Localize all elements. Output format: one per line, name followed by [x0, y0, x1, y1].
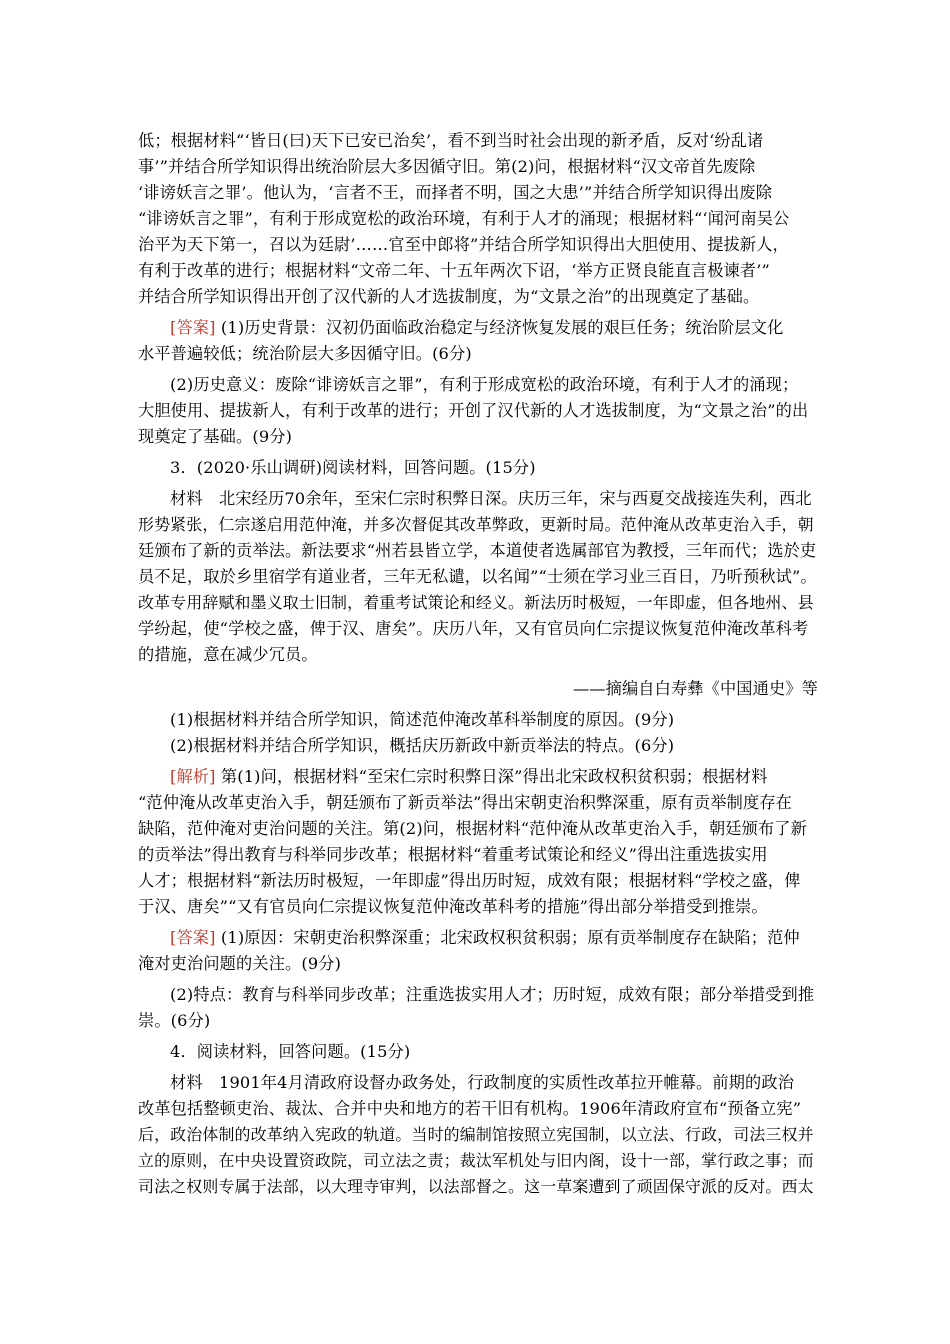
- text-line: 立的原则，在中央设置资政院，司立法之责；裁汰军机处与旧内阁，设十一部，掌行政之事；而: [138, 1151, 814, 1170]
- answer-text: (1)历史背景：汉初仍面临政治稳定与经济恢复发展的艰巨任务；统治阶层文化: [215, 318, 784, 337]
- text-line: 于汉、唐矣”“又有官员向仁宗提议恢复范仲淹改革科考的措施”得出部分举措受到推崇。: [138, 897, 768, 916]
- text-line: ‘诽谤妖言之罪’。他认为，‘言者不王，而择者不明，国之大患’”并结合所学知识得出废除: [138, 183, 773, 202]
- text-line: (2)特点：教育与科举同步改革；注重选拔实用人才；历时短，成效有限；部分举措受到推: [170, 985, 815, 1004]
- text-line: “范仲淹从改革吏治入手，朝廷颁布了新贡举法”得出宋朝吏治积弊深重，原有贡举制度存在: [138, 793, 793, 812]
- text-line: 有利于改革的进行；根据材料“文帝二年、十五年两次下诏，‘举方正贤良能直言极谏者’”: [138, 261, 770, 280]
- sub-question: (1)根据材料并结合所学知识，简述范仲淹改革科举制度的原因。(9分): [170, 710, 675, 729]
- text-line: 低；根据材料“‘皆日(曰)天下已安已治矣’，看不到当时社会出现的新矛盾，反对‘纷乱诸: [138, 131, 764, 150]
- text-line: 缺陷，范仲淹对吏治问题的关注。第(2)问，根据材料“范仲淹从改革吏治入手，朝廷颁布了新: [138, 819, 807, 838]
- text-line: 的贡举法”得出教育与科举同步改革；根据材料“着重考试策论和经义”得出注重选拔实用: [138, 845, 768, 864]
- answer-line: [170, 315, 818, 341]
- question-heading: 3．(2020·乐山调研)阅读材料，回答问题。(15分): [170, 458, 536, 477]
- text-line: 水平普遍较低；统治阶层大多因循守旧。(6分): [138, 344, 472, 363]
- text-line: 改革包括整顿吏治、裁汰、合并中央和地方的若干旧有机构。1906年清政府宣布“预备立宪”: [138, 1099, 802, 1118]
- text-line: 材料 1901年4月清政府设督办政务处，行政制度的实质性改革拉开帷幕。前期的政治: [170, 1073, 795, 1092]
- analysis-line: [170, 764, 818, 790]
- answer-text: (1)原因：宋朝吏治积弊深重；北宋政权积贫积弱；原有贡举制度存在缺陷；范仲: [215, 928, 800, 947]
- text-line: 事’”并结合所学知识得出统治阶层大多因循守旧。第(2)问，根据材料“汉文帝首先废除: [138, 157, 756, 176]
- source-citation: ——摘编自白寿彝《中国通史》等: [572, 679, 818, 698]
- text-line: 崇。(6分): [138, 1011, 211, 1030]
- text-line: (2)历史意义：废除“诽谤妖言之罪”，有利于形成宽松的政治环境，有利于人才的涌现；: [170, 375, 799, 394]
- text-line: 治平为天下第一，召以为廷尉’……官至中郎将”并结合所学知识得出大胆使用、提拔新人，: [138, 235, 789, 254]
- text-line: 形势紧张，仁宗遂启用范仲淹，并多次督促其改革弊政，更新时局。范仲淹从改革吏治入手，朝: [138, 515, 814, 534]
- text-line: 材料 北宋经历70余年，至宋仁宗时积弊日深。庆历三年，宋与西夏交战接连失利，西北: [170, 489, 812, 508]
- answer-line: [170, 925, 818, 951]
- text-line: 改革专用辞赋和墨义取士旧制，着重考试策论和经义。新法历时极短，一年即虚，但各地州、县: [138, 593, 814, 612]
- text-line: 员不足，取於乡里宿学有道业者，三年无私谴，以名闻”“士须在学习业三百日，乃听预秋试”。: [138, 567, 817, 586]
- text-line: 大胆使用、提拔新人，有利于改革的进行；开创了汉代新的人才选拔制度，为“文景之治”的出: [138, 401, 809, 420]
- sub-question: (2)根据材料并结合所学知识，概括庆历新政中新贡举法的特点。(6分): [170, 736, 675, 755]
- text-line: 学纷起，使“学校之盛，俾于汉、唐矣”。庆历八年，又有官员向仁宗提议恢复范仲淹改革科考: [138, 619, 809, 638]
- text-line: 并结合所学知识得出开创了汉代新的人才选拔制度，为“文景之治”的出现奠定了基础。: [138, 287, 760, 306]
- text-line: 司法之权则专属于法部，以大理寺审判，以法部督之。这一草案遭到了顽固保守派的反对。西太: [138, 1177, 814, 1196]
- text-line: 现奠定了基础。(9分): [138, 427, 293, 446]
- question-heading: 4．阅读材料，回答问题。(15分): [170, 1042, 411, 1061]
- answer-tag: [答案]: [170, 928, 216, 947]
- answer-tag: [答案]: [170, 318, 216, 337]
- text-line: “诽谤妖言之罪”，有利于形成宽松的政治环境，有利于人才的涌现；根据材料“‘闻河南吴公: [138, 209, 790, 228]
- text-line: 的措施，意在减少冗员。: [138, 645, 318, 664]
- text-line: 廷颁布了新的贡举法。新法要求“州若县皆立学，本道使者选属部官为教授，三年而代；选於吏: [138, 541, 817, 560]
- text-line: 淹对吏治问题的关注。(9分): [138, 954, 342, 973]
- analysis-text: 第(1)问，根据材料“至宋仁宗时积弊日深”得出北宋政权积贫积弱；根据材料: [215, 767, 768, 786]
- text-line: 人才；根据材料“新法历时极短，一年即虚”得出历时短，成效有限；根据材料“学校之盛，俾: [138, 871, 801, 890]
- text-line: 后，政治体制的改革纳入宪政的轨道。当时的编制馆按照立宪国制，以立法、行政，司法三权并: [138, 1125, 814, 1144]
- analysis-tag: [解析]: [170, 767, 216, 786]
